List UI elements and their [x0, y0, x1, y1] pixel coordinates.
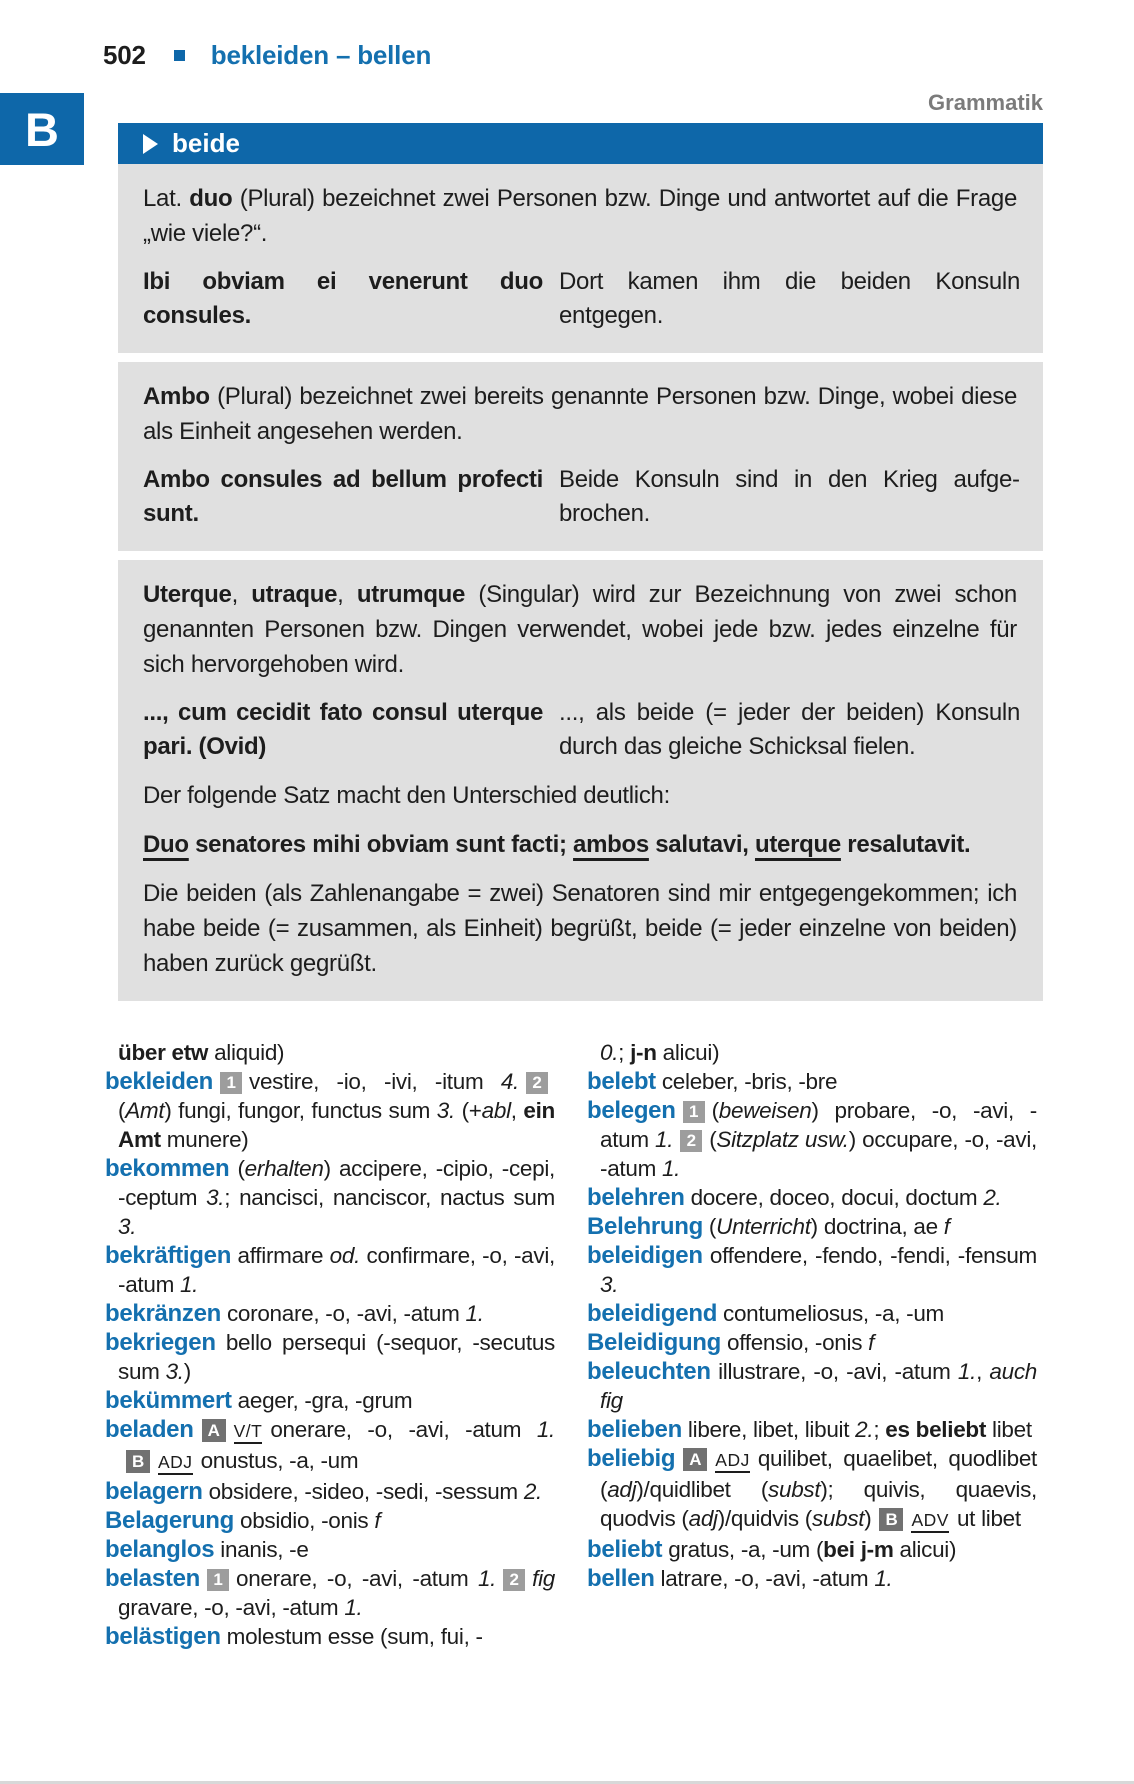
bold-run: Uterque — [143, 581, 232, 608]
text-run: ); quivis, quaevis, quodvis ( — [600, 1477, 1037, 1531]
italic-run: adj — [607, 1477, 637, 1502]
text-run: alicui) — [656, 1040, 720, 1065]
bullet-square-icon — [174, 50, 185, 61]
section-letter-tab: B — [0, 93, 84, 165]
grammar-box — [118, 123, 1043, 1001]
dictionary-entry — [105, 1564, 555, 1622]
italic-run: 1. — [536, 1417, 555, 1442]
text-run: latrare, -o, -avi, -atum — [654, 1566, 875, 1591]
italic-run: 2. — [855, 1417, 874, 1442]
grammar-section-3 — [118, 560, 1043, 1001]
italic-run: Amt — [125, 1098, 165, 1123]
italic-run: 1. — [655, 1127, 674, 1152]
dictionary-entry — [105, 1477, 555, 1506]
italic-run: subst — [768, 1477, 821, 1502]
sense-number-badge: 2 — [680, 1130, 702, 1152]
italic-run: beweisen — [718, 1098, 812, 1123]
bold-run: j-n — [630, 1040, 657, 1065]
headword: belästigen — [105, 1623, 221, 1650]
headword: beleidigend — [587, 1300, 718, 1327]
text-run: , — [337, 581, 357, 608]
dictionary-entry — [587, 1564, 1037, 1593]
dictionary-entry — [105, 1622, 555, 1651]
italic-run: 3. — [600, 1272, 619, 1297]
text-run: )/quidvis ( — [717, 1506, 812, 1531]
headword: bekleiden — [105, 1068, 214, 1095]
latin-example: Ambo consules ad bellum profecti sunt. — [143, 466, 543, 527]
text-run: ; — [873, 1417, 886, 1442]
underlined-term: Duo — [143, 831, 189, 858]
text-run: libet — [986, 1417, 1032, 1442]
italic-run: 3. — [436, 1098, 455, 1123]
dictionary-entry — [105, 1299, 555, 1328]
text-run: confirmare, -o, -avi, -atum — [118, 1243, 555, 1297]
text-run: ( — [711, 1098, 719, 1123]
dictionary-entry — [587, 1415, 1037, 1444]
text-run: munere) — [160, 1127, 249, 1152]
text-run: illustrare, -o, -avi, -atum — [710, 1359, 958, 1384]
text-run: (Plural) bezeichnet zwei Personen bzw. Dinge und antwortet auf die Frage „wie viele?“. — [143, 185, 1017, 247]
italic-run: fig — [532, 1566, 555, 1591]
german-translation: Beide Konsuln sind in den Krieg aufgebrochen. — [559, 466, 1020, 527]
headword: beliebig — [587, 1445, 676, 1472]
text-run: ( — [229, 1156, 245, 1181]
sense-letter-badge: B — [126, 1450, 150, 1473]
headword: Belagerung — [105, 1507, 235, 1534]
grammar-paragraph — [143, 181, 1017, 251]
italic-run: 2. — [983, 1185, 1002, 1210]
dictionary-entry — [587, 1067, 1037, 1096]
text-run: offensio, -onis — [721, 1330, 869, 1355]
text-run: Lat. — [143, 185, 190, 212]
dictionary-entry — [105, 1386, 555, 1415]
text-run: Der folgende Satz macht den Unterschied deutlich: — [143, 782, 670, 809]
headword: bekümmert — [105, 1387, 232, 1414]
italic-run: 3. — [165, 1359, 184, 1384]
latin-example: ..., cum cecidit fato consul uterque pari. (Ovid) — [143, 699, 543, 760]
italic-run: 1. — [465, 1301, 484, 1326]
italic-run: 1. — [344, 1595, 363, 1620]
grammar-paragraph — [143, 876, 1017, 981]
underlined-term: uterque — [754, 831, 841, 858]
text-run: )/quidlibet ( — [636, 1477, 769, 1502]
text-run: ) occupare, -o, -avi, -atum — [600, 1127, 1037, 1181]
dictionary-entry — [105, 1506, 555, 1535]
sense-number-badge: 1 — [207, 1569, 229, 1591]
grammatik-label: Grammatik — [928, 90, 1043, 115]
pos-label: V/T — [234, 1421, 263, 1444]
sense-letter-badge: A — [683, 1448, 707, 1471]
headword: belehren — [587, 1184, 685, 1211]
text-run: (+ — [454, 1098, 482, 1123]
italic-run: abl — [481, 1098, 511, 1123]
text-run: ; nancisci, nanciscor, nactus sum — [224, 1185, 555, 1210]
italic-run: f — [943, 1214, 950, 1239]
grammar-paragraph — [143, 778, 1017, 813]
headword: bekommen — [105, 1155, 230, 1182]
text-run: gravare, -o, -avi, -atum — [118, 1595, 345, 1620]
italic-run: erhalten — [244, 1156, 324, 1181]
german-translation: Dort kamen ihm die beiden Konsuln entgegen. — [559, 268, 1020, 329]
italic-run: 3. — [206, 1185, 225, 1210]
text-run: quilibet, quaelibet, quodlibet ( — [600, 1446, 1037, 1502]
sense-letter-badge: B — [879, 1508, 903, 1531]
bold-run: es beliebt — [885, 1417, 987, 1442]
pos-label: ADJ — [158, 1452, 193, 1475]
italic-run: 1. — [874, 1566, 893, 1591]
pos-label: ADJ — [715, 1450, 750, 1473]
italic-run: Unterricht — [716, 1214, 811, 1239]
text-run: obsidio, -onis — [234, 1508, 375, 1533]
headword: beladen — [105, 1416, 194, 1443]
triangle-right-icon — [143, 134, 158, 154]
text-run: (Singular) wird zur Bezeichnung von zwei schon genannten Personen bzw. Dingen verwendet, wobei jede bzw. jedes einzelne für sich hervorgehoben wird. — [143, 581, 1017, 678]
text-run: obsidere, -sideo, -sedi, -sessum — [202, 1479, 524, 1504]
entry-continuation — [105, 1038, 555, 1067]
text-run: vestire, -io, -ivi, -itum — [249, 1069, 501, 1094]
italic-run: f — [374, 1508, 381, 1533]
grammar-section-2 — [118, 362, 1043, 551]
bold-run: resalutavit. — [840, 831, 971, 858]
text-run: celeber, -bris, -bre — [655, 1069, 838, 1094]
italic-run: adj — [688, 1506, 718, 1531]
example-pair — [143, 696, 1020, 764]
dictionary-entry — [105, 1535, 555, 1564]
dictionary-column-right — [587, 1038, 1037, 1651]
dictionary-column-left — [105, 1038, 555, 1651]
text-run: ) fungi, fungor, functus sum — [164, 1098, 437, 1123]
italic-run: f — [868, 1330, 875, 1355]
example-pair — [143, 265, 1020, 333]
text-run: coronare, -o, -avi, -atum — [221, 1301, 466, 1326]
italic-run: 1. — [661, 1156, 681, 1181]
dictionary-entry — [105, 1067, 555, 1154]
dictionary-entry — [587, 1535, 1037, 1564]
text-run: onerare, -o, -avi, -atum — [270, 1417, 537, 1442]
text-run: contumeliosus, -a, -um — [717, 1301, 944, 1326]
bold-run: salutavi, — [648, 831, 755, 858]
headword: belagern — [105, 1478, 203, 1505]
bold-run: utrumque — [356, 581, 466, 608]
headword: bekriegen — [105, 1329, 216, 1356]
text-run: ( — [702, 1214, 717, 1239]
grammar-paragraph — [143, 577, 1017, 682]
dictionary-entry — [587, 1096, 1037, 1183]
text-run: ) accipere, -cipio, -cepi, -ceptum — [118, 1156, 555, 1210]
italic-run: auch fig — [600, 1359, 1038, 1413]
grammar-sections — [118, 164, 1043, 1001]
italic-run: 2. — [523, 1479, 542, 1504]
page-number: 502 — [103, 40, 146, 70]
dictionary-entry — [587, 1183, 1037, 1212]
text-run: inanis, -e — [214, 1537, 309, 1562]
headword: bekränzen — [105, 1300, 222, 1327]
italic-run: 1. — [179, 1272, 199, 1297]
entry-continuation — [587, 1038, 1037, 1067]
text-run: molestum esse (sum, fui, - — [220, 1624, 483, 1649]
text-run: libere, libet, libuit — [681, 1417, 856, 1442]
italic-run: Sitzplatz usw. — [716, 1127, 849, 1152]
headword: belieben — [587, 1416, 682, 1443]
italic-run: 1. — [957, 1359, 977, 1384]
grammar-title: beide — [172, 128, 240, 158]
text-run: bello persequi (-sequor, -secutus sum — [118, 1330, 555, 1384]
dictionary-entry — [105, 1241, 555, 1299]
text-run: , — [976, 1359, 990, 1384]
dictionary-entry — [587, 1444, 1037, 1535]
text-run: onustus, -a, -um — [200, 1448, 359, 1473]
headword: belanglos — [105, 1536, 215, 1563]
headword: belebt — [587, 1068, 656, 1095]
text-run: , — [231, 581, 252, 608]
bold-run: senatores mihi obviam sunt facti; — [188, 831, 574, 858]
bold-run: über etw — [118, 1040, 209, 1065]
italic-run: 4. — [500, 1069, 519, 1094]
bold-run: ein Amt — [118, 1098, 555, 1152]
headword: bekräftigen — [105, 1242, 232, 1269]
italic-run: 0. — [600, 1040, 619, 1065]
german-translation: ..., als beide (= jeder der beiden) Konsuln durch das gleiche Schicksal fielen. — [559, 699, 1020, 760]
bold-run: bei j-m — [823, 1537, 894, 1562]
headword-range-title: bekleiden – bellen — [210, 40, 432, 70]
sense-number-badge: 1 — [683, 1101, 705, 1123]
headword: beleuchten — [587, 1358, 711, 1385]
grammar-section-1 — [118, 164, 1043, 353]
text-run: docere, doceo, docui, doctum — [684, 1185, 984, 1210]
sense-number-badge: 2 — [526, 1072, 548, 1094]
headword: Belehrung — [587, 1213, 703, 1240]
sense-letter-badge: A — [202, 1419, 226, 1442]
text-run: , — [510, 1098, 524, 1123]
text-run: ) — [183, 1359, 191, 1384]
pos-label: ADV — [911, 1510, 948, 1533]
latin-example: Ibi obviam ei venerunt duo consules. — [143, 268, 543, 329]
text-run: (Plural) bezeichnet zwei bereits genannte Personen bzw. Dinge, wobei diese als Einheit angesehen werden. — [143, 383, 1017, 445]
text-run: ( — [709, 1127, 717, 1152]
dictionary-entry — [587, 1357, 1037, 1415]
text-run: offendere, -fendo, -fendi, -fensum — [702, 1243, 1037, 1268]
bold-run: Ambo — [143, 383, 210, 410]
headword: belasten — [105, 1565, 200, 1592]
text-run: onerare, -o, -avi, -atum — [235, 1566, 478, 1591]
italic-run: subst — [811, 1506, 865, 1531]
italic-run: 1. — [477, 1566, 497, 1591]
text-run: alicui) — [893, 1537, 957, 1562]
bold-run: duo — [189, 185, 233, 212]
sense-number-badge: 1 — [220, 1072, 242, 1094]
example-pair — [143, 463, 1020, 531]
grammar-paragraph — [143, 827, 1017, 862]
dictionary-columns — [105, 1038, 1037, 1651]
dictionary-entry — [587, 1241, 1037, 1299]
bold-run: utraque — [251, 581, 338, 608]
headword: bellen — [587, 1565, 655, 1592]
dictionary-entry — [105, 1154, 555, 1241]
sense-number-badge: 2 — [503, 1569, 525, 1591]
grammar-paragraph — [143, 379, 1017, 449]
text-run: gratus, -a, -um ( — [662, 1537, 824, 1562]
text-run: affirmare — [231, 1243, 330, 1268]
text-run: ) doctrina, ae — [810, 1214, 944, 1239]
dictionary-entry — [587, 1299, 1037, 1328]
italic-run: 3. — [118, 1214, 137, 1239]
text-run: ( — [118, 1098, 126, 1123]
grammar-title-bar — [118, 123, 1043, 164]
dictionary-entry — [105, 1415, 555, 1477]
text-run: aliquid) — [208, 1040, 285, 1065]
text-run: ) — [864, 1506, 872, 1531]
headword: beliebt — [587, 1536, 663, 1563]
text-run: ) probare, -o, -avi, -atum — [600, 1098, 1037, 1152]
dictionary-entry — [587, 1328, 1037, 1357]
headword: beleidigen — [587, 1242, 703, 1269]
headword: Beleidigung — [587, 1329, 722, 1356]
running-head — [103, 40, 431, 71]
italic-run: od. — [329, 1243, 361, 1268]
text-run: ut libet — [956, 1506, 1021, 1531]
text-run: ; — [618, 1040, 631, 1065]
headword: belegen — [587, 1097, 676, 1124]
dictionary-entry — [105, 1328, 555, 1386]
text-run: aeger, -gra, -grum — [231, 1388, 413, 1413]
underlined-term: ambos — [573, 831, 649, 858]
dictionary-entry — [587, 1212, 1037, 1241]
text-run: Die beiden (als Zahlenangabe = zwei) Senatoren sind mir entgegengekommen; ich habe beide (= zusammen, als Einheit) begrüßt, beide (= jeder einzelne von beiden) haben zurück gegrüßt. — [143, 880, 1017, 977]
